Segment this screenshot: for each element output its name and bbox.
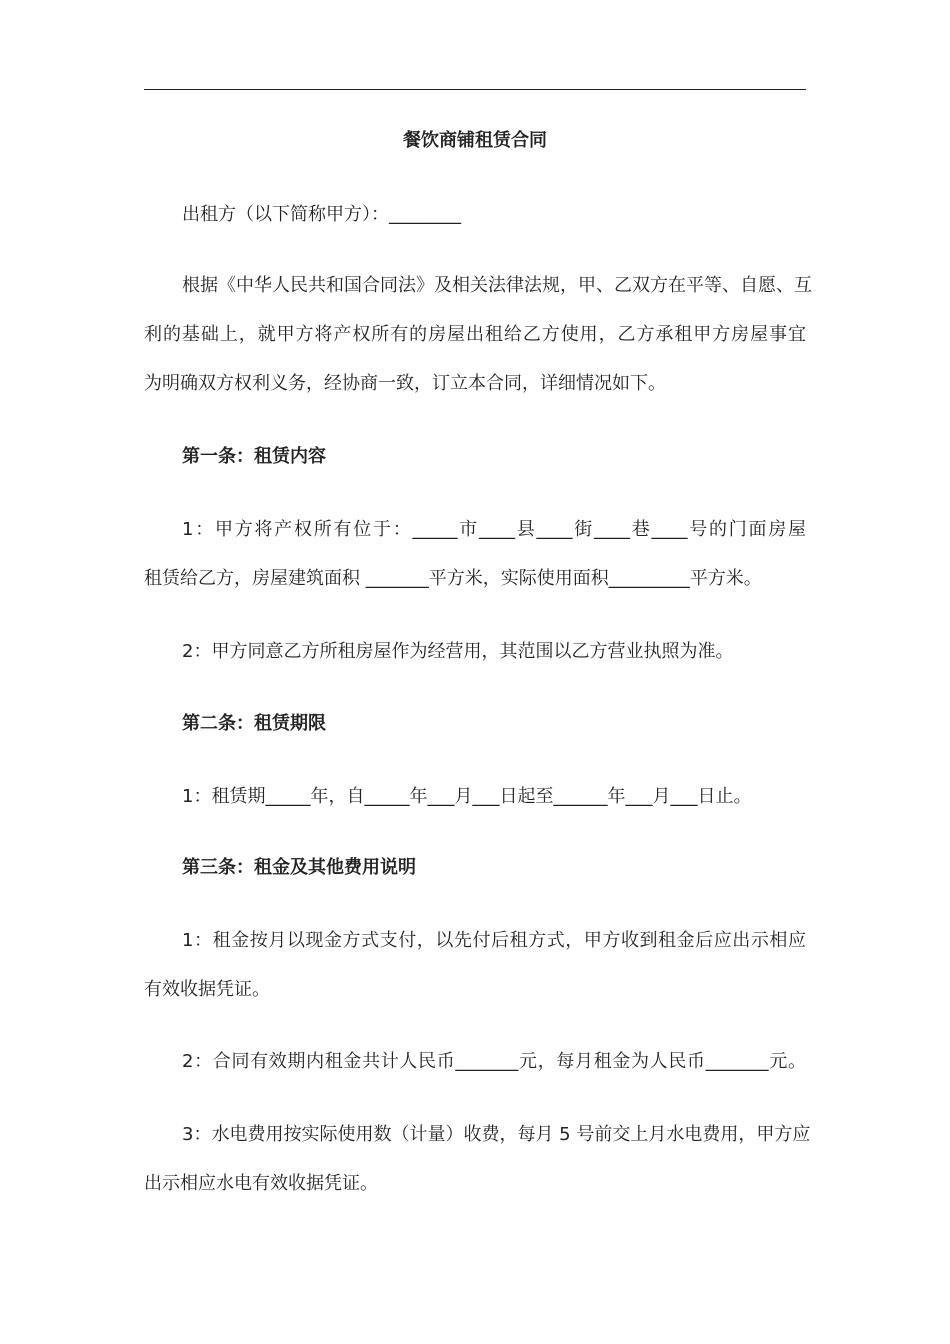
article3-clause2: 2：合同有效期内租金共计人民币_______元，每月租金为人民币_______元。	[182, 1051, 806, 1072]
article1-clause1-line-2: 租赁给乙方，房屋建筑面积 _______平方米，实际使用面积_________平方米。	[144, 568, 762, 589]
article3-clause1-line-1: 1：租金按月以现金方式支付，以先付后租方式，甲方收到租金后应出示相应	[182, 930, 806, 951]
preamble-line-3: 为明确双方权利义务，经协商一致，订立本合同，详细情况如下。	[144, 373, 666, 394]
article1-heading: 第一条：租赁内容	[182, 446, 326, 467]
header-rule	[144, 89, 806, 90]
preamble-line-2: 利的基础上，就甲方将产权所有的房屋出租给乙方使用，乙方承租甲方房屋事宜	[144, 324, 806, 345]
preamble-line-1: 根据《中华人民共和国合同法》及相关法律法规，甲、乙双方在平等、自愿、互	[182, 275, 812, 296]
article3-heading: 第三条：租金及其他费用说明	[182, 857, 416, 878]
article1-clause1-line-1: 1：甲方将产权所有位于：_____市____县____街____巷____号的门面房屋	[182, 519, 806, 540]
article3-clause1-line-2: 有效收据凭证。	[144, 979, 270, 1000]
article3-clause3-line-2: 出示相应水电有效收据凭证。	[144, 1173, 378, 1194]
article2-heading: 第二条：租赁期限	[182, 713, 326, 734]
article2-clause1: 1：租赁期_____年，自_____年___月___日起至______年___月___日止。	[182, 786, 752, 807]
document-title: 餐饮商铺租赁合同	[403, 130, 547, 151]
article1-clause2: 2：甲方同意乙方所租房屋作为经营用，其范围以乙方营业执照为准。	[182, 641, 734, 662]
article3-clause3-line-1: 3：水电费用按实际使用数（计量）收费，每月 5 号前交上月水电费用，甲方应	[182, 1124, 811, 1145]
lessor-line: 出租方（以下简称甲方）：________	[182, 204, 461, 225]
